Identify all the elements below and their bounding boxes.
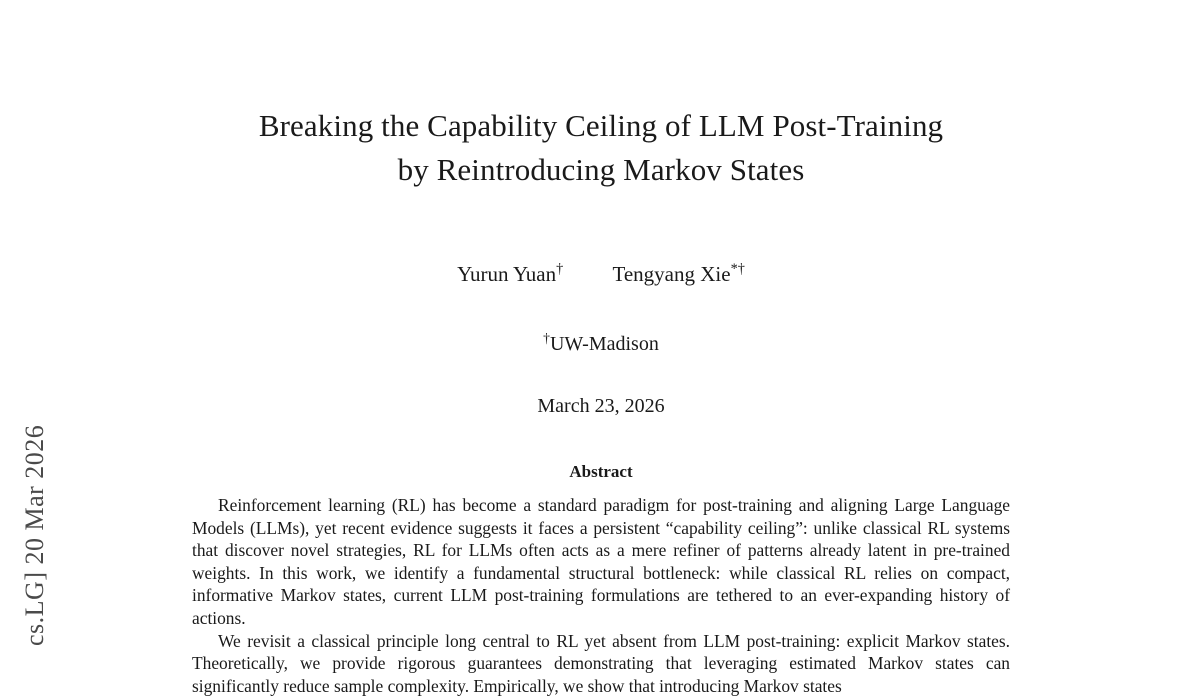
abstract-paragraph: We revisit a classical principle long central to RL yet absent from LLM post-training: explicit Markov states. Theoretically, we provide rigorous guarantees demonstrating that leveraging estimated Markov states can significantly reduce sample complexity. Empirically, we show that introducing Markov states <box>192 630 1010 696</box>
author-name: Yurun Yuan <box>457 262 557 286</box>
title-line-1: Breaking the Capability Ceiling of LLM Post-Training <box>258 108 944 143</box>
affiliation-name: UW-Madison <box>549 333 659 355</box>
author-affiliation-mark: *† <box>730 261 745 277</box>
publication-date: March 23, 2026 <box>537 395 665 417</box>
arxiv-stamp: cs.LG] 20 Mar 2026 <box>20 424 49 646</box>
abstract-body <box>192 494 1010 697</box>
page-title <box>190 104 1012 192</box>
abstract-heading: Abstract <box>569 462 633 481</box>
author-list <box>190 262 1012 287</box>
author-affiliation-mark: † <box>556 261 564 277</box>
affiliation <box>190 330 1012 356</box>
title-line-2: by Reintroducing Markov States <box>397 152 805 187</box>
paper-content <box>190 0 1012 697</box>
abstract-section <box>190 462 1012 697</box>
author-name: Tengyang Xie <box>612 262 731 286</box>
author-entry <box>457 262 563 287</box>
abstract-paragraph: Reinforcement learning (RL) has become a standard paradigm for post-training and aligning Large Language Models (LLMs), yet recent evidence suggests it faces a persistent “capability ceiling”: unlike classical RL systems that discover novel strategies, RL for LLMs often acts as a mere refiner of patterns already latent in pre-trained weights. In this work, we identify a fundamental structural bottleneck: while classical RL relies on compact, informative Markov states, current LLM post-training formulations are tethered to an ever-expanding history of actions. <box>192 495 1010 628</box>
author-entry <box>613 262 745 287</box>
affiliation-mark: † <box>543 330 550 346</box>
